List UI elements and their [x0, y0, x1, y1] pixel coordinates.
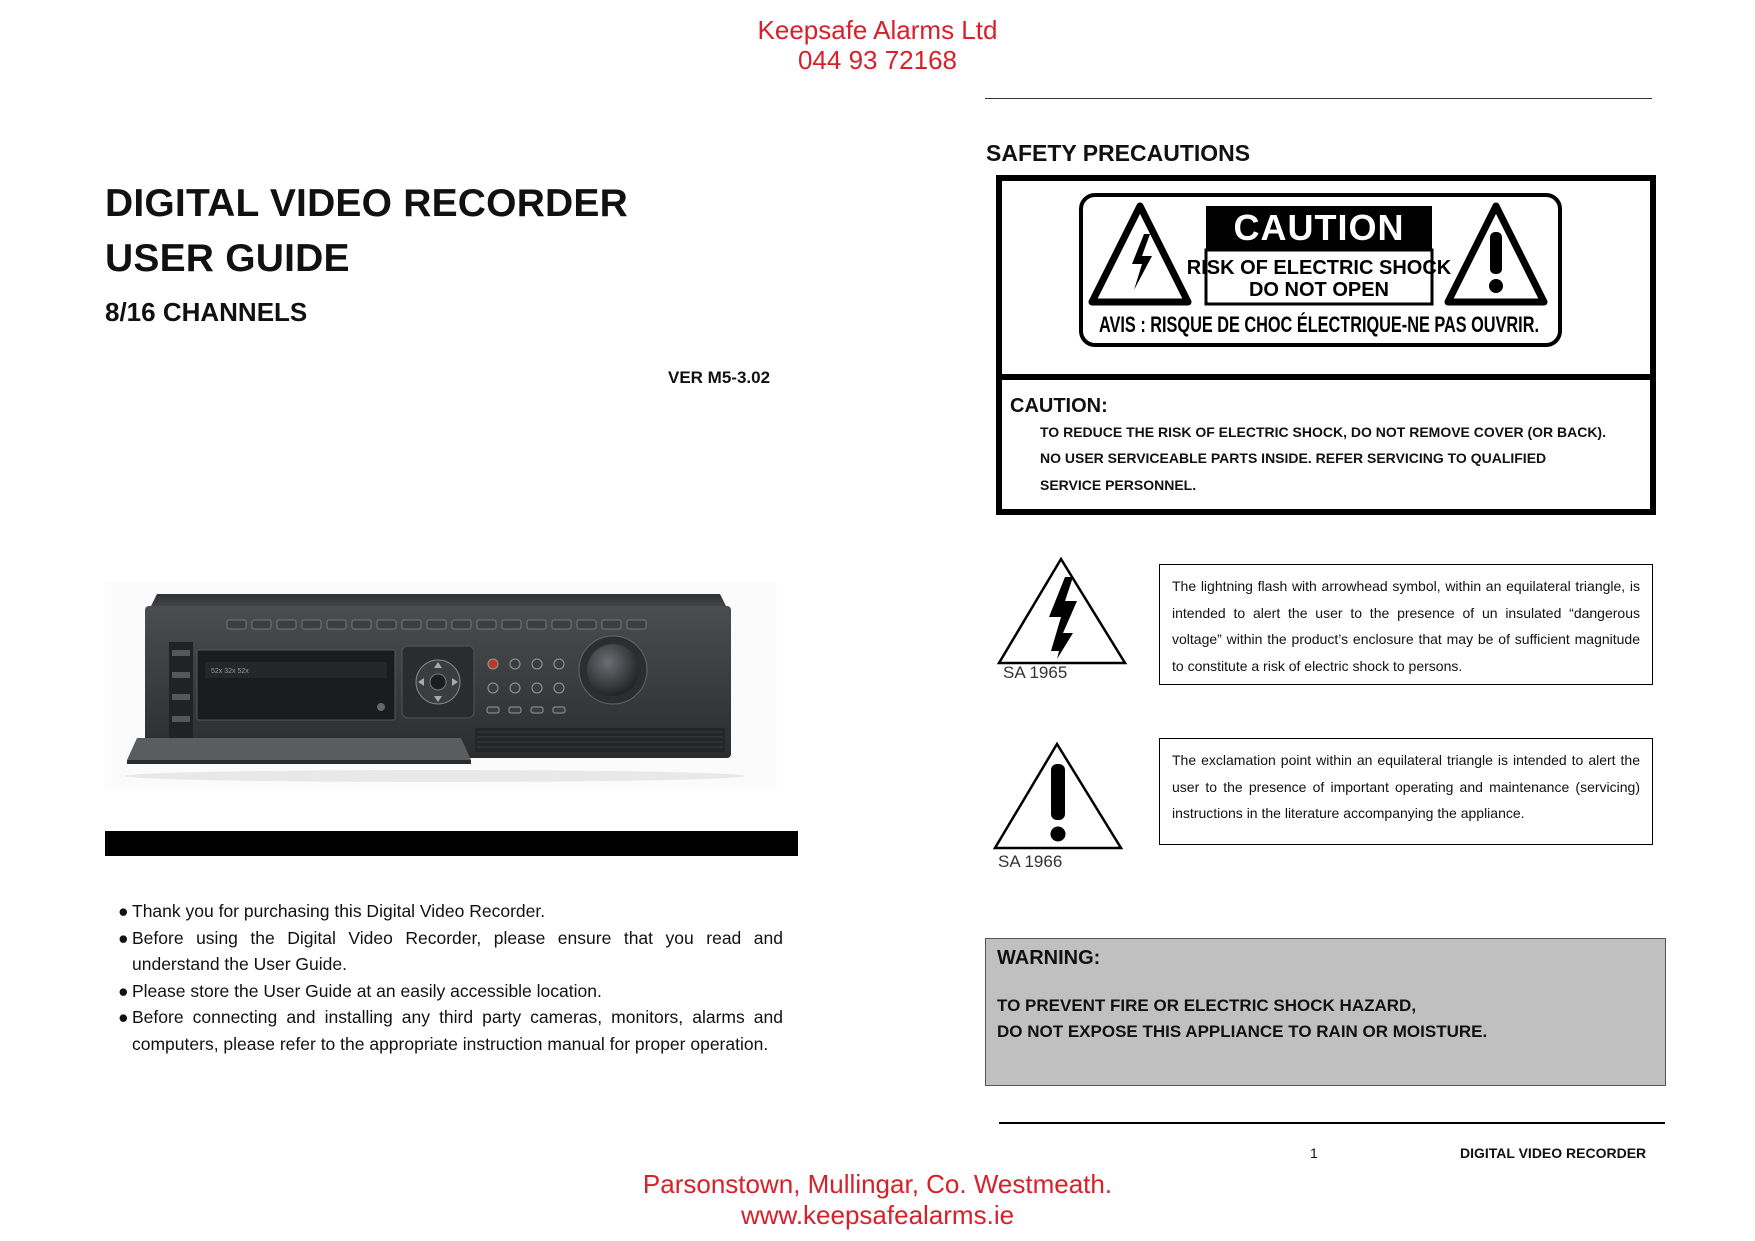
list-item: ● Before connecting and installing any third party cameras, monitors, alarms and computers, please refer to the appropriate instruction manual for proper operation.: [118, 1007, 783, 1054]
version-label: VER M5-3.02: [668, 368, 771, 387]
warning-heading: WARNING:: [997, 947, 1101, 969]
intro-bullet-list: [118, 898, 783, 1057]
doc-title-line1: DIGITAL VIDEO RECORDER: [105, 182, 628, 225]
top-rule: [985, 98, 1652, 99]
caution-label-line2: DO NOT OPEN: [1248, 279, 1390, 301]
list-item: ● Please store the User Guide at an easily accessible location.: [118, 980, 602, 1001]
symbol2-label: SA 1966: [998, 852, 1063, 871]
list-item: ● Before using the Digital Video Recorder, please ensure that you read and understand the User Guide.: [118, 927, 783, 974]
symbol2-description: The exclamation point within an equilateral triangle is intended to alert the user to the presence of important operating and maintenance (servicing) instructions in the literature accompanying the appliance.: [1159, 738, 1653, 845]
company-address: Parsonstown, Mullingar, Co. Westmeath.: [642, 1169, 1113, 1199]
channels-subtitle: 8/16 CHANNELS: [105, 297, 308, 327]
list-item: ● Thank you for purchasing this Digital Video Recorder.: [118, 901, 546, 921]
running-footer-title: DIGITAL VIDEO RECORDER: [1460, 1145, 1647, 1161]
caution-label-line1: RISK OF ELECTRIC SHOCK: [1186, 257, 1452, 279]
company-phone: 044 93 72168: [797, 45, 958, 75]
company-website: www.keepsafealarms.ie: [740, 1200, 1015, 1230]
lightning-flash-icon: [997, 555, 1129, 667]
symbol1-label: SA 1965: [1003, 663, 1068, 682]
page-number: 1: [1310, 1145, 1318, 1161]
caution-label-graphic: [1078, 192, 1563, 348]
warning-line: DO NOT EXPOSE THIS APPLIANCE TO RAIN OR MOISTURE.: [997, 1022, 1488, 1041]
company-name: Keepsafe Alarms Ltd: [757, 15, 998, 45]
caution-line: TO REDUCE THE RISK OF ELECTRIC SHOCK, DO NOT REMOVE COVER (OR BACK).: [1040, 424, 1606, 440]
caution-divider: [996, 374, 1656, 380]
section-divider-bar: [105, 831, 798, 856]
doc-title-line2: USER GUIDE: [105, 237, 350, 280]
bottom-rule: [999, 1122, 1665, 1124]
caution-line: SERVICE PERSONNEL.: [1040, 477, 1197, 493]
exclamation-point-icon: [993, 740, 1125, 852]
caution-label-title: CAUTION: [1233, 207, 1405, 248]
warning-line: TO PREVENT FIRE OR ELECTRIC SHOCK HAZARD,: [997, 996, 1417, 1015]
caution-label-avis: AVIS : RISQUE DE CHOC ÉLECTRIQUE-NE PAS OUVRIR.: [1099, 312, 1539, 337]
warning-box: [985, 938, 1666, 1086]
safety-heading: SAFETY PRECAUTIONS: [986, 140, 1251, 166]
caution-heading: CAUTION:: [1010, 395, 1108, 417]
dvr-product-photo: [105, 582, 777, 788]
caution-line: NO USER SERVICEABLE PARTS INSIDE. REFER SERVICING TO QUALIFIED: [1040, 450, 1547, 466]
disc-drive-label: 52x 32x 52x: [211, 668, 249, 675]
symbol1-description: The lightning flash with arrowhead symbol, within an equilateral triangle, is intended to alert the user to the presence of un insulated “dangerous voltage” within the product’s enclosure that may be of sufficient magnitude to constitute a risk of electric shock to persons.: [1159, 564, 1653, 685]
